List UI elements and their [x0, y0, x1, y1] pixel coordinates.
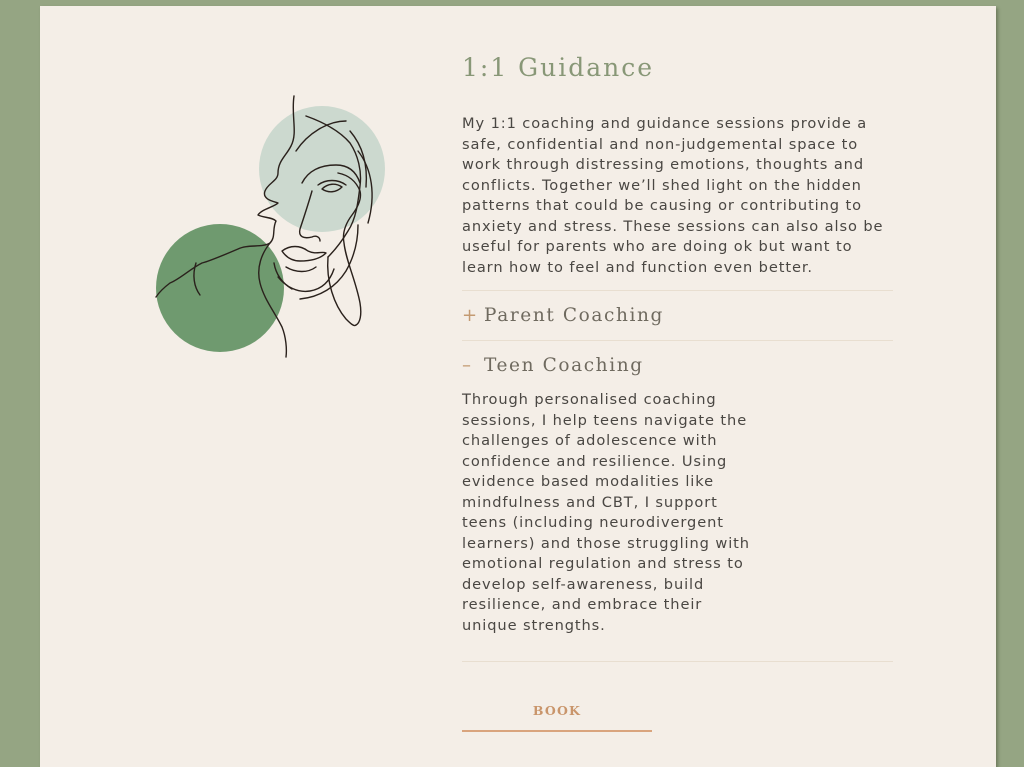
minus-icon: – — [462, 354, 471, 376]
parent-coaching-toggle[interactable] — [462, 291, 893, 340]
teen-coaching-description: Through personalised coaching sessions, I help teens navigate the challenges of adolescence with confidence and resilience. Using evidence based modalities like mindfulness and CBT, I support teens (including neurodivergent learners) and those struggling with emotional regulation and stress to develop self-awareness, build resilience, and embrace their unique strengths. — [462, 391, 750, 634]
plus-icon: + — [462, 304, 478, 326]
face-line-art-illustration — [150, 91, 400, 366]
accordion-item-parent-coaching — [462, 291, 893, 340]
guidance-section — [462, 50, 893, 732]
teen-coaching-toggle[interactable] — [462, 341, 893, 390]
intro-paragraph: My 1:1 coaching and guidance sessions provide a safe, confidential and non-judgemental space to work through distressing emotions, thoughts and conflicts. Together we’ll shed light on the hidden patterns that could be causing or contributing to anxiety and stress. These sessions can also also be useful for parents who are doing ok but want to learn how to feel and function even better. — [462, 115, 884, 276]
dark-green-circle — [156, 224, 284, 352]
illustration — [150, 91, 400, 366]
book-button[interactable]: BOOK — [462, 699, 652, 732]
content-card — [40, 6, 996, 767]
accordion-item-teen-coaching — [462, 341, 893, 661]
section-title: 1:1 Guidance — [462, 53, 655, 82]
teen-coaching-label: Teen Coaching — [484, 355, 644, 376]
parent-coaching-label: Parent Coaching — [484, 305, 664, 326]
divider — [462, 661, 893, 662]
